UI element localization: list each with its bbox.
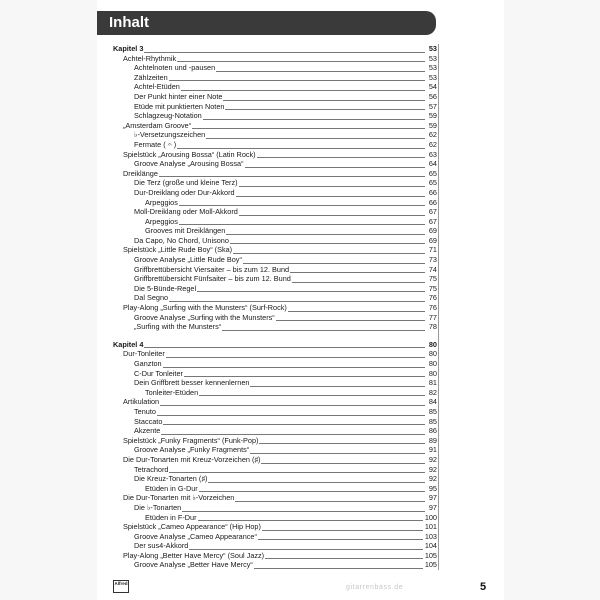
toc-entry-row[interactable]: [113, 73, 437, 83]
toc-entry-title: Dur-Dreiklang oder Dur-Akkord: [134, 187, 235, 197]
toc-entry-row[interactable]: [113, 349, 437, 359]
toc-entry-title: Grooves mit Dreiklängen: [145, 226, 226, 236]
header-bar: [97, 11, 436, 35]
toc-entry-title: Ganzton: [134, 359, 162, 368]
page-number: 5: [480, 581, 487, 593]
toc-entry-row[interactable]: [113, 63, 437, 73]
toc-page-number: 80: [428, 359, 437, 368]
leader-line: [134, 415, 425, 416]
leader-line: [145, 205, 425, 206]
toc-entry-row[interactable]: [113, 130, 437, 140]
toc-page-number: 71: [428, 245, 437, 255]
toc-chapter-row[interactable]: [113, 44, 437, 54]
toc-entry-row[interactable]: [113, 159, 437, 169]
toc-page-number: 69: [428, 226, 437, 236]
toc-page-number: 57: [428, 101, 437, 111]
toc-page-number: 86: [428, 426, 437, 436]
toc-entry-title: Arpeggios: [145, 216, 178, 226]
toc-page-number: 80: [428, 349, 437, 359]
toc-page-number: 75: [428, 283, 437, 293]
toc-entry-title: Spielstück „Arousing Bossa“ (Latin Rock): [123, 149, 256, 159]
toc-entry-title: Die Terz (große und kleine Terz): [134, 178, 238, 188]
toc-page-number: 84: [428, 397, 437, 407]
leader-line: [123, 176, 425, 177]
toc-entry-title: Groove Analyse „Better Have Mercy“: [134, 560, 253, 570]
toc-entry-row[interactable]: [113, 397, 437, 407]
toc-entry-title: Die Kreuz-Tonarten (♯): [134, 474, 208, 484]
toc-entry-row[interactable]: [113, 378, 437, 388]
toc-entry-row[interactable]: [113, 274, 437, 284]
toc-entry-row[interactable]: [113, 551, 437, 561]
toc-page-number: 54: [428, 82, 437, 92]
toc-entry-title: Griffbrettübersicht Viersaiter – bis zum 12. Bund: [134, 264, 290, 274]
leader-line: [123, 405, 425, 406]
toc-page-number: 82: [428, 387, 437, 397]
toc-entry-title: Groove Analyse „Surfing with the Munsters“: [134, 312, 275, 322]
toc-page-number: 85: [428, 416, 437, 426]
toc-page-number: 103: [424, 531, 437, 541]
toc-page-number: 104: [424, 541, 437, 551]
page-title: Inhalt: [109, 14, 149, 31]
toc-entry-row[interactable]: [113, 150, 437, 160]
toc-entry-row[interactable]: [113, 313, 437, 323]
toc-entry-row[interactable]: [113, 293, 437, 303]
toc-page-number: 66: [428, 197, 437, 207]
toc-page-number: 63: [428, 149, 437, 159]
toc-page-number: 53: [428, 53, 437, 63]
toc-page-number: 85: [428, 406, 437, 416]
toc-entry-title: Spielstück „Cameo Appearance“ (Hip Hop): [123, 522, 261, 532]
toc-page-number: 77: [428, 312, 437, 322]
toc-entry-row[interactable]: [113, 455, 437, 465]
toc-page-number: 92: [428, 464, 437, 474]
leader-line: [134, 301, 425, 302]
toc-entry-title: Zählzeiten: [134, 72, 168, 82]
toc-entry-row[interactable]: [113, 265, 437, 275]
toc-page-number: 59: [428, 120, 437, 130]
toc-page-number: 73: [428, 255, 437, 265]
toc-entry-row[interactable]: [113, 417, 437, 427]
toc-page-number: 53: [428, 72, 437, 82]
toc-page-number: 65: [428, 168, 437, 178]
toc-page-number: 67: [428, 207, 437, 217]
toc-entry-title: Die 5-Bünde-Regel: [134, 283, 197, 293]
toc-page-number: 100: [424, 512, 437, 522]
toc-page-number: 66: [428, 187, 437, 197]
divider-line: [438, 44, 439, 570]
leader-line: [134, 148, 425, 149]
toc-page-number: 65: [428, 178, 437, 188]
leader-line: [134, 434, 425, 435]
toc-entry-title: Kapitel 4: [113, 339, 144, 349]
toc-entry-title: Die Dur-Tonarten mit Kreuz-Vorzeichen (♯): [123, 454, 261, 464]
toc-entry-row[interactable]: [113, 236, 437, 246]
toc-page-number: 105: [424, 550, 437, 560]
toc-page-number: 97: [428, 502, 437, 512]
toc-entry-row[interactable]: [113, 207, 437, 217]
toc-page-number: 56: [428, 91, 437, 101]
toc-entry-row[interactable]: [113, 121, 437, 131]
toc-page-number: 105: [424, 560, 437, 570]
toc-entry-title: Der sus4-Akkord: [134, 541, 189, 551]
toc-entry-row[interactable]: [113, 322, 437, 332]
toc-entry-title: Etüden in G-Dur: [145, 483, 198, 493]
toc-entry-title: Die ♭-Tonarten: [134, 502, 182, 512]
toc-entry-title: Dur-Tonleiter: [123, 349, 165, 359]
toc-page-number: 91: [428, 445, 437, 455]
toc-entry-title: Schlagzeug-Notation: [134, 111, 202, 121]
toc-entry-title: „Amsterdam Groove“: [123, 120, 192, 130]
toc-page-number: 76: [428, 303, 437, 313]
toc-entry-title: Tonleiter-Etüden: [145, 387, 199, 397]
toc-entry-title: Kapitel 3: [113, 44, 144, 53]
toc-entry-row[interactable]: [113, 188, 437, 198]
toc-entry-row[interactable]: [113, 522, 437, 532]
toc-page-number: 62: [428, 139, 437, 149]
toc-entry-title: Artikulation: [123, 397, 160, 407]
toc-entry-title: Achtelnoten und -pausen: [134, 63, 216, 73]
toc-entry-title: Play-Along „Better Have Mercy“ (Soul Jazz): [123, 550, 265, 560]
toc-page-number: 92: [428, 454, 437, 464]
toc-entry-row[interactable]: [113, 388, 437, 398]
toc-entry-title: Griffbrettübersicht Fünfsaiter – bis zum 12. Bund: [134, 274, 291, 284]
toc-page-number: 59: [428, 111, 437, 121]
toc-entry-row[interactable]: [113, 560, 437, 570]
toc-entry-row[interactable]: [113, 255, 437, 265]
toc-page-number: 80: [428, 339, 437, 349]
leader-line: [113, 52, 425, 53]
toc-entry-row[interactable]: [113, 198, 437, 208]
toc-entry-row[interactable]: [113, 284, 437, 294]
toc-page-number: 101: [424, 522, 437, 532]
toc-page-number: 80: [428, 368, 437, 378]
toc-entry-title: Dreiklänge: [123, 168, 158, 178]
toc-entry-title: Da Capo, No Chord, Unisono: [134, 235, 229, 245]
watermark: gitarrenbass.de: [346, 584, 404, 591]
toc-page-number: 62: [428, 130, 437, 140]
toc-entry-title: Dal Segno: [134, 293, 169, 303]
toc-entry-row[interactable]: [113, 54, 437, 64]
toc-entry-title: Fermate ( 𝄐 ): [134, 139, 177, 149]
toc-entry-row[interactable]: [113, 474, 437, 484]
toc-entry-row[interactable]: [113, 226, 437, 236]
toc-entry-row[interactable]: [113, 303, 437, 313]
toc-page-number: 53: [428, 44, 437, 53]
toc-entry-row[interactable]: [113, 111, 437, 121]
leader-line: [134, 367, 425, 368]
toc-entry-row[interactable]: [113, 217, 437, 227]
toc-entry-title: Tenuto: [134, 406, 156, 416]
leader-line: [145, 224, 425, 225]
toc-entry-row[interactable]: [113, 369, 437, 379]
toc-entry-row[interactable]: [113, 445, 437, 455]
toc-entry-title: Staccato: [134, 416, 163, 426]
toc-page-number: 75: [428, 274, 437, 284]
toc-entry-row[interactable]: [113, 245, 437, 255]
toc-entry-row[interactable]: [113, 484, 437, 494]
toc-entry-title: Spielstück „Funky Fragments“ (Funk-Pop): [123, 435, 259, 445]
toc-entry-title: Der Punkt hinter einer Note: [134, 91, 223, 101]
toc-page-number: 69: [428, 235, 437, 245]
toc-entry-title: ♭-Versetzungszeichen: [134, 130, 206, 140]
toc-entry-title: Spielstück „Little Rude Boy“ (Ska): [123, 245, 233, 255]
toc-entry-title: Groove Analyse „Arousing Bossa“: [134, 159, 244, 169]
toc-entry-title: Moll-Dreiklang oder Moll-Akkord: [134, 207, 238, 217]
toc-entry-row[interactable]: [113, 513, 437, 523]
toc-page-number: 67: [428, 216, 437, 226]
toc-entry-row[interactable]: [113, 407, 437, 417]
toc-entry-title: „Surfing with the Munsters“: [134, 322, 222, 332]
toc-page-number: 74: [428, 264, 437, 274]
toc-page-number: 97: [428, 493, 437, 503]
toc-entry-row[interactable]: [113, 92, 437, 102]
toc-entry-row[interactable]: [113, 503, 437, 513]
toc-entry-title: Arpeggios: [145, 197, 178, 207]
chapter-gap: [113, 332, 437, 340]
toc-entry-row[interactable]: [113, 541, 437, 551]
toc-page-number: 64: [428, 159, 437, 169]
toc-entry-title: Achtel-Rhythmik: [123, 53, 177, 63]
toc-entry-title: Achtel-Etüden: [134, 82, 180, 92]
toc-entry-row[interactable]: [113, 140, 437, 150]
toc-entry-row[interactable]: [113, 465, 437, 475]
toc-entry-row[interactable]: [113, 436, 437, 446]
toc-page-number: 95: [428, 483, 437, 493]
toc-entry-row[interactable]: [113, 493, 437, 503]
toc-page-number: 81: [428, 378, 437, 388]
toc-page-number: 92: [428, 474, 437, 484]
toc-entry-title: Etüden in F-Dur: [145, 512, 197, 522]
toc-entry-title: Groove Analyse „Funky Fragments“: [134, 445, 250, 455]
toc-entry-title: Dein Griffbrett besser kennenlernen: [134, 378, 250, 388]
toc-entry-title: Groove Analyse „Cameo Appearance“: [134, 531, 257, 541]
toc-entry-row[interactable]: [113, 426, 437, 436]
leader-line: [134, 472, 425, 473]
toc-page-number: 78: [428, 322, 437, 332]
toc-entry-title: Tetrachord: [134, 464, 169, 474]
publisher-logo: Alfred: [113, 580, 129, 593]
leader-line: [123, 357, 425, 358]
toc-entry-row[interactable]: [113, 82, 437, 92]
toc-page-number: 53: [428, 63, 437, 73]
toc-entry-title: Groove Analyse „Little Rude Boy“: [134, 255, 242, 265]
toc-chapter-row[interactable]: [113, 340, 437, 350]
leader-line: [134, 80, 425, 81]
toc-entry-row[interactable]: [113, 178, 437, 188]
toc-entry-title: C-Dur Tonleiter: [134, 368, 183, 378]
toc-page-number: 89: [428, 435, 437, 445]
toc-entry-row[interactable]: [113, 359, 437, 369]
table-of-contents: [113, 44, 437, 570]
toc-entry-row[interactable]: [113, 532, 437, 542]
toc-entry-row[interactable]: [113, 102, 437, 112]
toc-entry-title: Die Dur-Tonarten mit ♭-Vorzeichen: [123, 493, 235, 503]
toc-entry-title: Akzente: [134, 426, 161, 436]
leader-line: [113, 347, 425, 348]
toc-entry-row[interactable]: [113, 169, 437, 179]
toc-entry-title: Etüde mit punktierten Noten: [134, 101, 225, 111]
toc-entry-title: Play-Along „Surfing with the Munsters“ (Surf-Rock): [123, 303, 287, 313]
leader-line: [134, 424, 425, 425]
toc-page-number: 76: [428, 293, 437, 303]
